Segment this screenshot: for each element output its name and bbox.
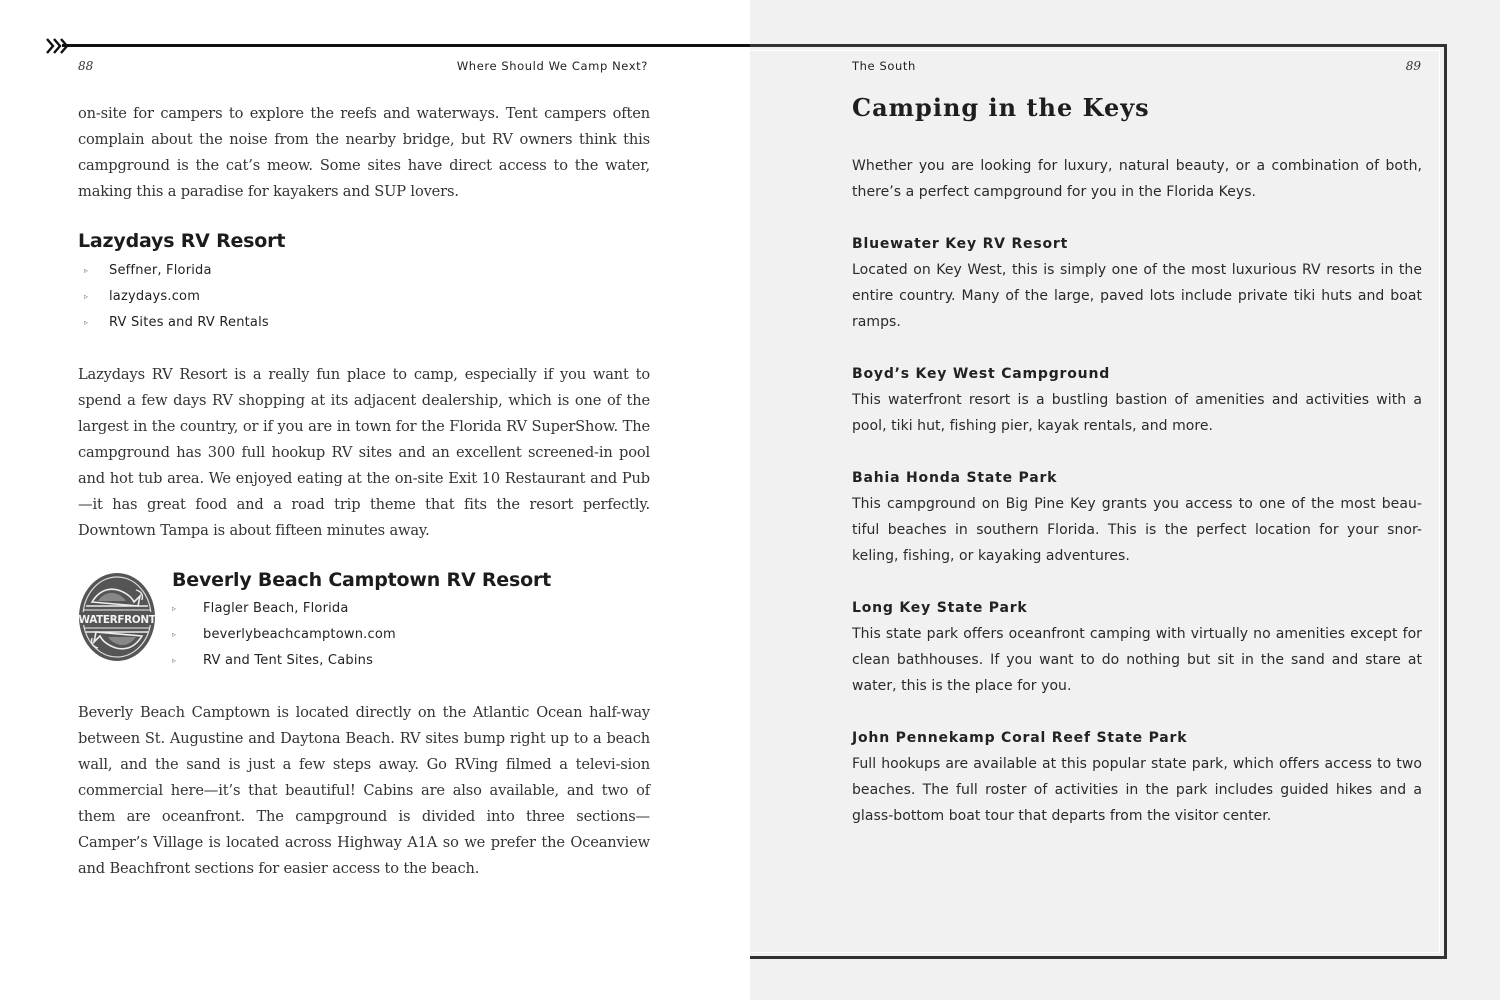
intro-paragraph: on-site for campers to explore the reefs and waterways. Tent campers often complain about the noise from the nearby bridge, but RV owners think this campground is the cat’s meow. Some sites have direct access to the water, making this a paradise for kayakers and SUP lovers.	[78, 105, 650, 200]
fact-site-types: ▹ RV Sites and RV Rentals	[78, 310, 269, 336]
park-description-long-key: This state park offers oceanfront camping with virtually no amenities except for clean bathhouses. If you want to do nothing but sit in the sand and stare at water, this is the place for you.	[852, 626, 1422, 694]
sidebar-title: Camping in the Keys	[852, 93, 1150, 122]
entry-title-lazydays: Lazydays RV Resort	[78, 230, 286, 252]
entry-title-beverly-beach: Beverly Beach Camptown RV Resort	[172, 569, 551, 591]
triangle-bullet-icon: ▹	[172, 604, 177, 613]
header-rule	[62, 44, 750, 47]
park-name-long-key: Long Key State Park	[852, 600, 1028, 616]
badge-label: WATERFRONT	[78, 614, 156, 626]
park-description-bluewater-key: Located on Key West, this is simply one of the most luxurious RV resorts in the entire country. Many of the large, paved lots include private tiki huts and boat ramps.	[852, 262, 1422, 330]
running-head-right: The South	[852, 59, 916, 73]
facts-list-lazydays	[78, 258, 269, 336]
fact-location: ▹ Seffner, Florida	[78, 258, 269, 284]
triangle-bullet-icon: ▹	[172, 656, 177, 665]
park-description-bahia-honda: This campground on Big Pine Key grants you access to one of the most beau-tiful beaches in southern Florida. This is the perfect location for your snor-keling, fishing, or kayaking adventures.	[852, 496, 1422, 564]
park-description-john-pennekamp: Full hookups are available at this popular state park, which offers access to two beaches. The full roster of activities in the park includes guided hikes and a glass-bottom boat tour that departs from the visitor center.	[852, 756, 1422, 824]
page-number-left: 88	[78, 59, 94, 73]
facts-list-beverly-beach	[172, 596, 396, 674]
triangle-bullet-icon: ▹	[172, 630, 177, 639]
triangle-bullet-icon: ▹	[84, 292, 89, 301]
park-name-boyds: Boyd’s Key West Campground	[852, 366, 1111, 382]
park-name-john-pennekamp: John Pennekamp Coral Reef State Park	[852, 730, 1188, 746]
page-number-right: 89	[1405, 59, 1421, 73]
park-description-boyds: This waterfront resort is a bustling bastion of amenities and activities with a pool, tiki hut, fishing pier, kayak rentals, and more.	[852, 392, 1422, 434]
park-name-bahia-honda: Bahia Honda State Park	[852, 470, 1058, 486]
fact-website[interactable]: ▹ lazydays.com	[78, 284, 269, 310]
fact-website[interactable]: ▹ beverlybeachcamptown.com	[172, 622, 396, 648]
description-beverly-beach: Beverly Beach Camptown is located directly on the Atlantic Ocean half-way between St. Augustine and Daytona Beach. RV sites bump right up to a beach wall, and the sand is just a few steps away. Go RVing filmed a televi-sion commercial here—it’s that beautiful! Cabins are also available, and two of them are oceanfront. The campground is divided into three sections—Camper’s Village is located across Highway A1A so we prefer the Oceanview and Beachfront sections for easier access to the beach.	[78, 704, 650, 877]
description-lazydays: Lazydays RV Resort is a really fun place to camp, especially if you want to spend a few days RV shopping at its adjacent dealership, which is one of the largest in the country, or if you are in town for the Florida RV SuperShow. The campground has 300 full hookup RV sites and an excellent screened-in pool and hot tub area. We enjoyed eating at the on-site Exit 10 Restaurant and Pub—it has great food and a road trip theme that fits the resort perfectly. Downtown Tampa is about fifteen minutes away.	[78, 366, 650, 539]
running-head-left: Where Should We Camp Next?	[456, 59, 648, 73]
fact-location: ▹ Flagler Beach, Florida	[172, 596, 396, 622]
park-name-bluewater-key: Bluewater Key RV Resort	[852, 236, 1069, 252]
fact-site-types: ▹ RV and Tent Sites, Cabins	[172, 648, 396, 674]
triangle-bullet-icon: ▹	[84, 266, 89, 275]
sidebar-intro: Whether you are looking for luxury, natural beauty, or a combination of both, there’s a perfect campground for you in the Florida Keys.	[852, 158, 1422, 200]
triangle-bullet-icon: ▹	[84, 318, 89, 327]
waterfront-badge-icon	[78, 572, 156, 662]
